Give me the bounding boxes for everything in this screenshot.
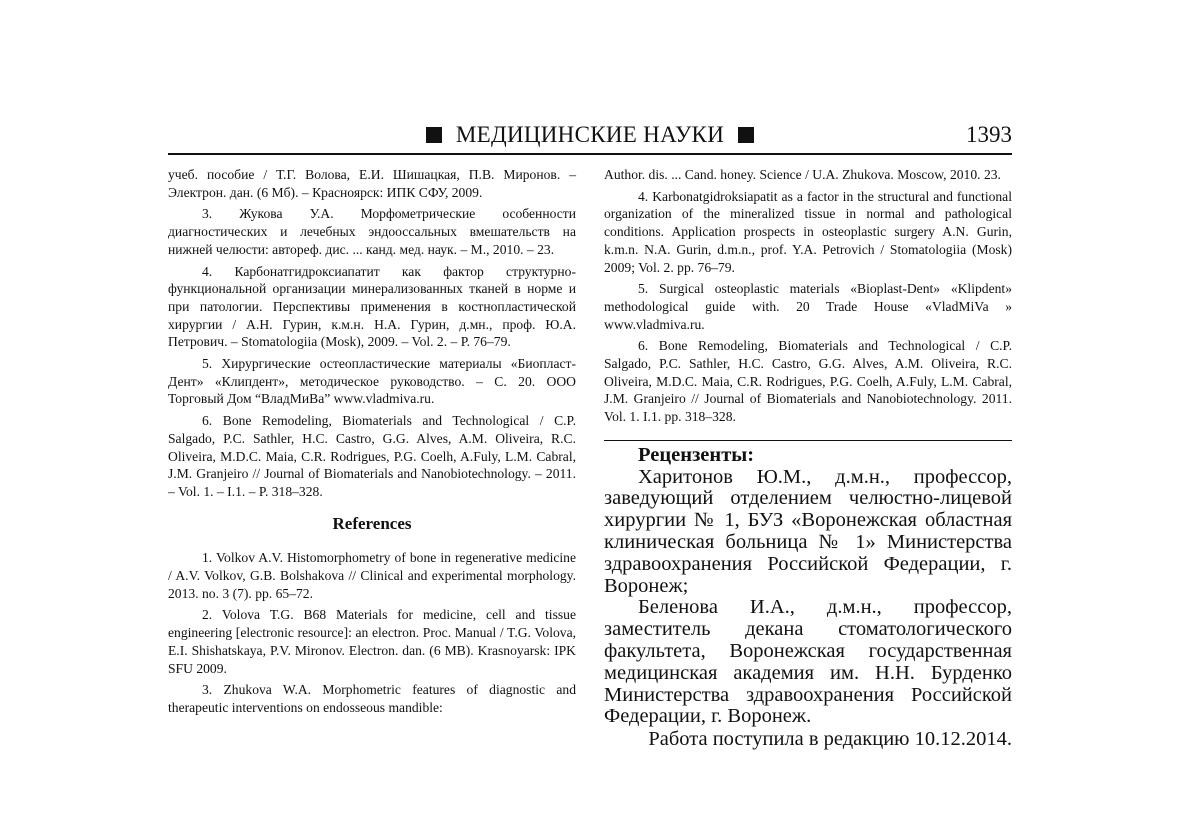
reviewer-entry: Харитонов Ю.М., д.м.н., профессор, заведующий отделением челюстно-лицевой хирургии № 1, БУЗ «Воронежская областная клиническая больница № 1» Министерства здравоохранения Российской Федерации, г. Воронеж;	[604, 465, 1012, 597]
reviewers-heading: Рецензенты:	[638, 443, 755, 466]
right-column	[604, 166, 1012, 751]
reference-item: Author. dis. ... Cand. honey. Science / U.A. Zhukova. Moscow, 2010. 23.	[604, 167, 1001, 182]
reference-item: 5. Хирургические остеопластические материалы «Биопласт-Дент» «Клипдент», методическое руководство. – С. 20. ООО Торговый Дом “ВладМиВа” www.vladmiva.ru.	[168, 356, 576, 407]
reference-item: 5. Surgical osteoplastic materials «Bioplast-Dent» «Klipdent» methodological guide with. 20 Trade House «VladMiVa » www.vladmiva.ru.	[604, 281, 1012, 332]
section-title: МЕДИЦИНСКИЕ НАУКИ	[455, 122, 725, 147]
reference-item: 6. Bone Remodeling, Biomaterials and Technological / C.P. Salgado, P.C. Sathler, H.C. Castro, G.G. Alves, A.M. Oliveira, R.C. Oliveira, M.D.C. Maia, C.R. Rodrigues, P.G. Coelh, A.Fuly, L.M. Cabral, J.M. Granjeiro // Journal of Biomaterials and Nanobiotechnology. 2011. Vol. 1. I.1. pp. 318–328.	[604, 338, 1012, 425]
square-bullet-icon	[426, 127, 442, 143]
reference-item: 1. Volkov A.V. Histomorphometry of bone in regenerative medicine / A.V. Volkov, G.B. Bolshakova // Clinical and experimental morphology. 2013. no. 3 (7). pp. 65–72.	[168, 550, 576, 601]
header-title-group	[168, 122, 1012, 148]
reference-item: 2. Volova T.G. B68 Materials for medicine, cell and tissue engineering [electronic resource]: an electron. Proc. Manual / T.G. Volova, E.I. Shishatskaya, P.V. Mironov. Electron. dan. (6 MB). Krasnoyarsk: IPK SFU 2009.	[168, 607, 576, 676]
received-date: Работа поступила в редакцию 10.12.2014.	[648, 728, 1012, 751]
left-column	[168, 166, 576, 721]
references-heading: References	[332, 513, 412, 533]
reference-item: 4. Karbonatgidroksiapatit as a factor in the structural and functional organization of the mineralized tissue in normal and pathological conditions. Application prospects in osteoplastic surgery A.N. Gurin, k.m.n. N.A. Gurin, d.m.n., prof. Y.A. Petrovich / Stomatologiia (Mosk) 2009; Vol. 2. pp. 76–79.	[604, 188, 1012, 275]
section-divider	[604, 440, 1012, 441]
reviewer-entry: Беленова И.А., д.м.н., профессор, заместитель декана стоматологического факультета, Воронежская государственная медицинская академия им. Н.Н. Бурденко Министерства здравоохранения Российской Федерации, г. Воронеж.	[604, 596, 1012, 728]
reference-item: 4. Карбонатгидроксиапатит как фактор структурно-функциональной организации минерализованных тканей в норме и при патологии. Перспективы применения в костнопластической хирургии / А.Н. Гурин, к.м.н. Н.А. Гурин, д.мн., проф. Ю.А. Петрович. – Stomatologiia (Mosk), 2009. – Vol. 2. – Р. 76–79.	[168, 263, 576, 350]
running-header	[168, 122, 1012, 152]
reference-item: 6. Bone Remodeling, Biomaterials and Technological / C.P. Salgado, P.C. Sathler, H.C. Castro, G.G. Alves, A.M. Oliveira, R.C. Oliveira, M.D.C. Maia, C.R. Rodrigues, P.G. Coelh, A.Fuly, L.M. Cabral, J.M. Granjeiro // Journal of Biomaterials and Nanobiotechnology. – 2011. – Vol. 1. – I.1. – P. 318–328.	[168, 413, 576, 499]
reference-item: 3. Жукова У.А. Морфометрические особенности диагностических и лечебных эндооссальных вмешательств на нижней челюсти: автореф. дис. ... канд. мед. наук. – М., 2010. – 23.	[168, 206, 576, 257]
reviewers-block	[604, 445, 1012, 751]
header-rule	[168, 153, 1012, 155]
reference-item: учеб. пособие / Т.Г. Волова, Е.И. Шишацкая, П.В. Миронов. – Электрон. дан. (6 Мб). – Красноярск: ИПК СФУ, 2009.	[168, 167, 576, 200]
reference-item: 3. Zhukova W.A. Morphometric features of diagnostic and therapeutic interventions on endosseous mandible:	[168, 682, 576, 715]
page-number: 1393	[966, 122, 1012, 147]
square-bullet-icon	[738, 127, 754, 143]
